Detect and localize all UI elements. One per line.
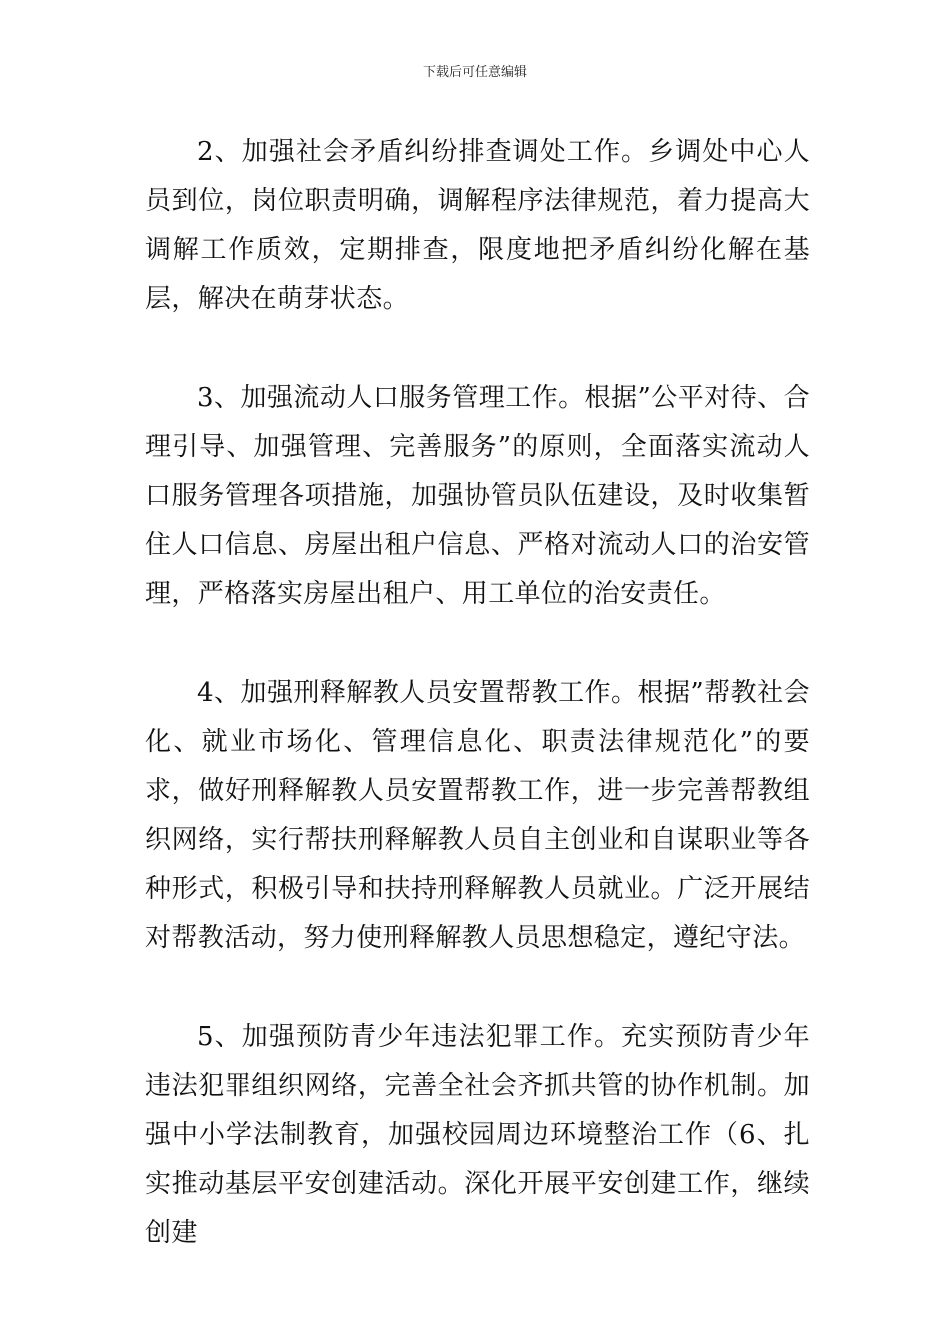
paragraph-item-3: 3、加强流动人口服务管理工作。根据”公平对待、合理引导、加强管理、完善服务”的原则，全面落实流动人口服务管理各项措施，加强协管员队伍建设，及时收集暂住人口信息、房屋出租户信息、严格对流动人口的治安管理，严格落实房屋出租户、用工单位的治安责任。: [145, 383, 810, 609]
document-body: [145, 128, 810, 1258]
page-header: 下载后可任意编辑: [422, 65, 527, 80]
paragraph-item-4: 4、加强刑释解教人员安置帮教工作。根据”帮教社会化、就业市场化、管理信息化、职责法律规范化”的要求，做好刑释解教人员安置帮教工作，进一步完善帮教组织网络，实行帮扶刑释解教人员自主创业和自谋职业等各种形式，积极引导和扶持刑释解教人员就业。广泛开展结对帮教活动，努力使刑释解教人员思想稳定，遵纪守法。: [145, 678, 810, 953]
paragraph-item-5: 5、加强预防青少年违法犯罪工作。充实预防青少年违法犯罪组织网络，完善全社会齐抓共管的协作机制。加强中小学法制教育，加强校园周边环境整治工作（6、扎实推动基层平安创建活动。深化开展平安创建工作，继续创建: [145, 1022, 810, 1248]
paragraph-item-2: 2、加强社会矛盾纠纷排查调处工作。乡调处中心人员到位，岗位职责明确，调解程序法律规范，着力提高大调解工作质效，定期排查，限度地把矛盾纠纷化解在基层，解决在萌芽状态。: [145, 137, 810, 314]
